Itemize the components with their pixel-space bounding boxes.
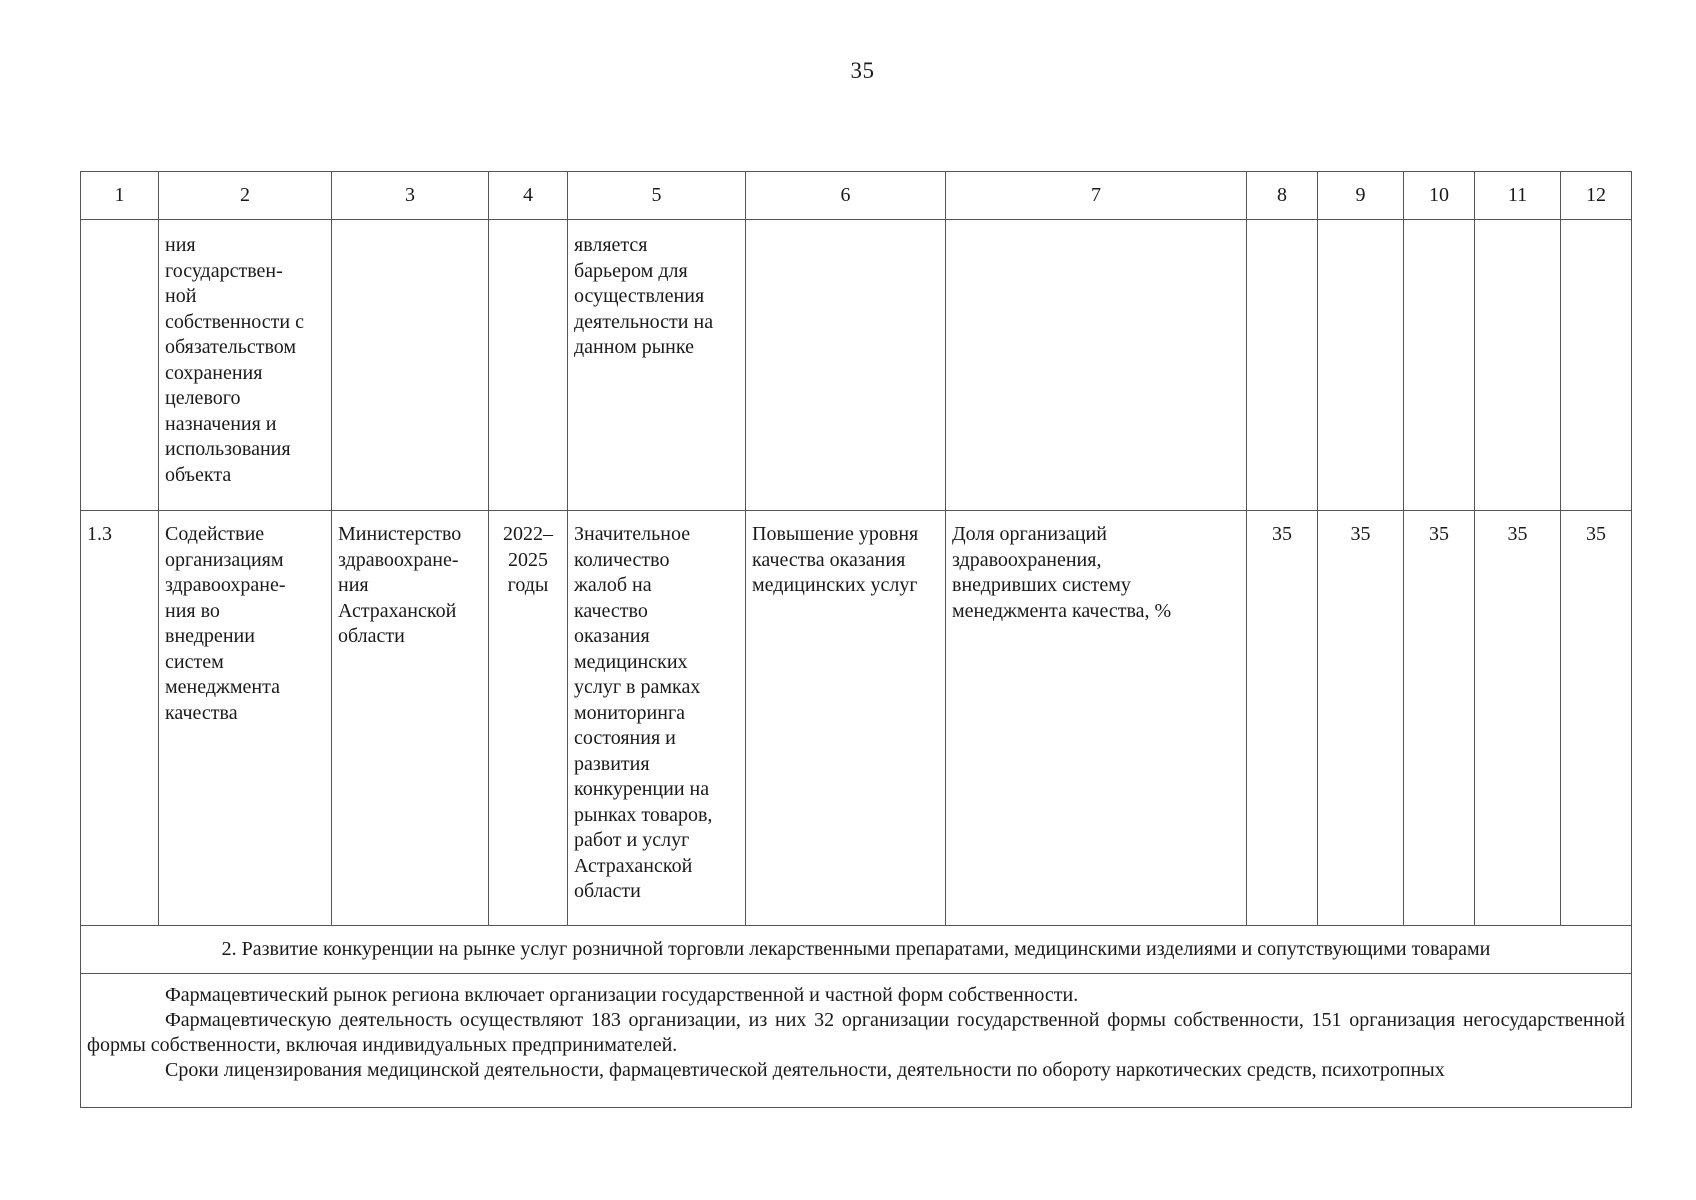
header-cell-3: 3 [332,172,489,220]
paragraph: Фармацевтический рынок региона включает организации государственной и частной форм собственности. [165,984,1079,1006]
paragraph: Сроки лицензирования медицинской деятельности, фармацевтической деятельности, деятельности по обороту наркотических средств, психотропных [165,1059,1445,1081]
header-cell-11: 11 [1475,172,1561,220]
value-cell: 35 [1475,511,1561,926]
measure-name-cell: ния государствен- ной собственности с обязательством сохранения целевого назначения и использования объекта [159,220,332,511]
page-number: 35 [850,58,875,83]
value-cell: 35 [1561,511,1632,926]
cell-empty [1247,220,1318,511]
cell-empty [332,220,489,511]
header-cell-5: 5 [568,172,746,220]
value-cell: 35 [1404,511,1475,926]
header-cell-12: 12 [1561,172,1632,220]
measures-table [80,171,1632,1108]
problem-description-cell: Значительное количество жалоб на качество оказания медицинских услуг в рамках мониторинга состояния и развития конкуренции на рынках товаров, работ и услуг Астраханской области [568,511,746,926]
indicator-cell: Доля организаций здравоохранения, внедривших систему менеджмента качества, % [946,511,1247,926]
header-cell-4: 4 [489,172,568,220]
measure-name-cell: Содействие организациям здравоохране- ния во внедрении систем менеджмента качества [159,511,332,926]
period-cell: 2022– 2025 годы [489,511,568,926]
header-cell-7: 7 [946,172,1247,220]
row-number-cell: 1.3 [81,511,159,926]
expected-result-cell: Повышение уровня качества оказания медицинских услуг [746,511,946,926]
header-cell-8: 8 [1247,172,1318,220]
section-2-title: 2. Развитие конкуренции на рынке услуг розничной торговли лекарственными препаратами, медицинскими изделиями и сопутствующими товарами [81,926,1632,974]
header-cell-10: 10 [1404,172,1475,220]
header-cell-6: 6 [746,172,946,220]
header-cell-9: 9 [1318,172,1404,220]
cell-empty [489,220,568,511]
section-text-cell [81,974,1632,1108]
cell-empty [1404,220,1475,511]
section-heading-row [81,926,1632,974]
table-row-continuation [81,220,1632,511]
header-cell-2: 2 [159,172,332,220]
column-number-row [81,172,1632,220]
value-cell: 35 [1247,511,1318,926]
problem-description-cell: является барьером для осуществления деятельности на данном рынке [568,220,746,511]
paragraph: Фармацевтическую деятельность осуществляют 183 организации, из них 32 организации государственной формы собственности, 151 организация негосударственной формы собственности, включая индивидуальных предпринимателей. [87,1009,1625,1056]
cell-empty [946,220,1247,511]
header-cell-1: 1 [81,172,159,220]
cell-empty [1561,220,1632,511]
value-cell: 35 [1318,511,1404,926]
table-row-1-3 [81,511,1632,926]
cell-empty [1475,220,1561,511]
cell-empty [746,220,946,511]
responsible-executor-cell: Министерство здравоохране- ния Астраханской области [332,511,489,926]
section-text-row [81,974,1632,1108]
cell-empty [81,220,159,511]
cell-empty [1318,220,1404,511]
